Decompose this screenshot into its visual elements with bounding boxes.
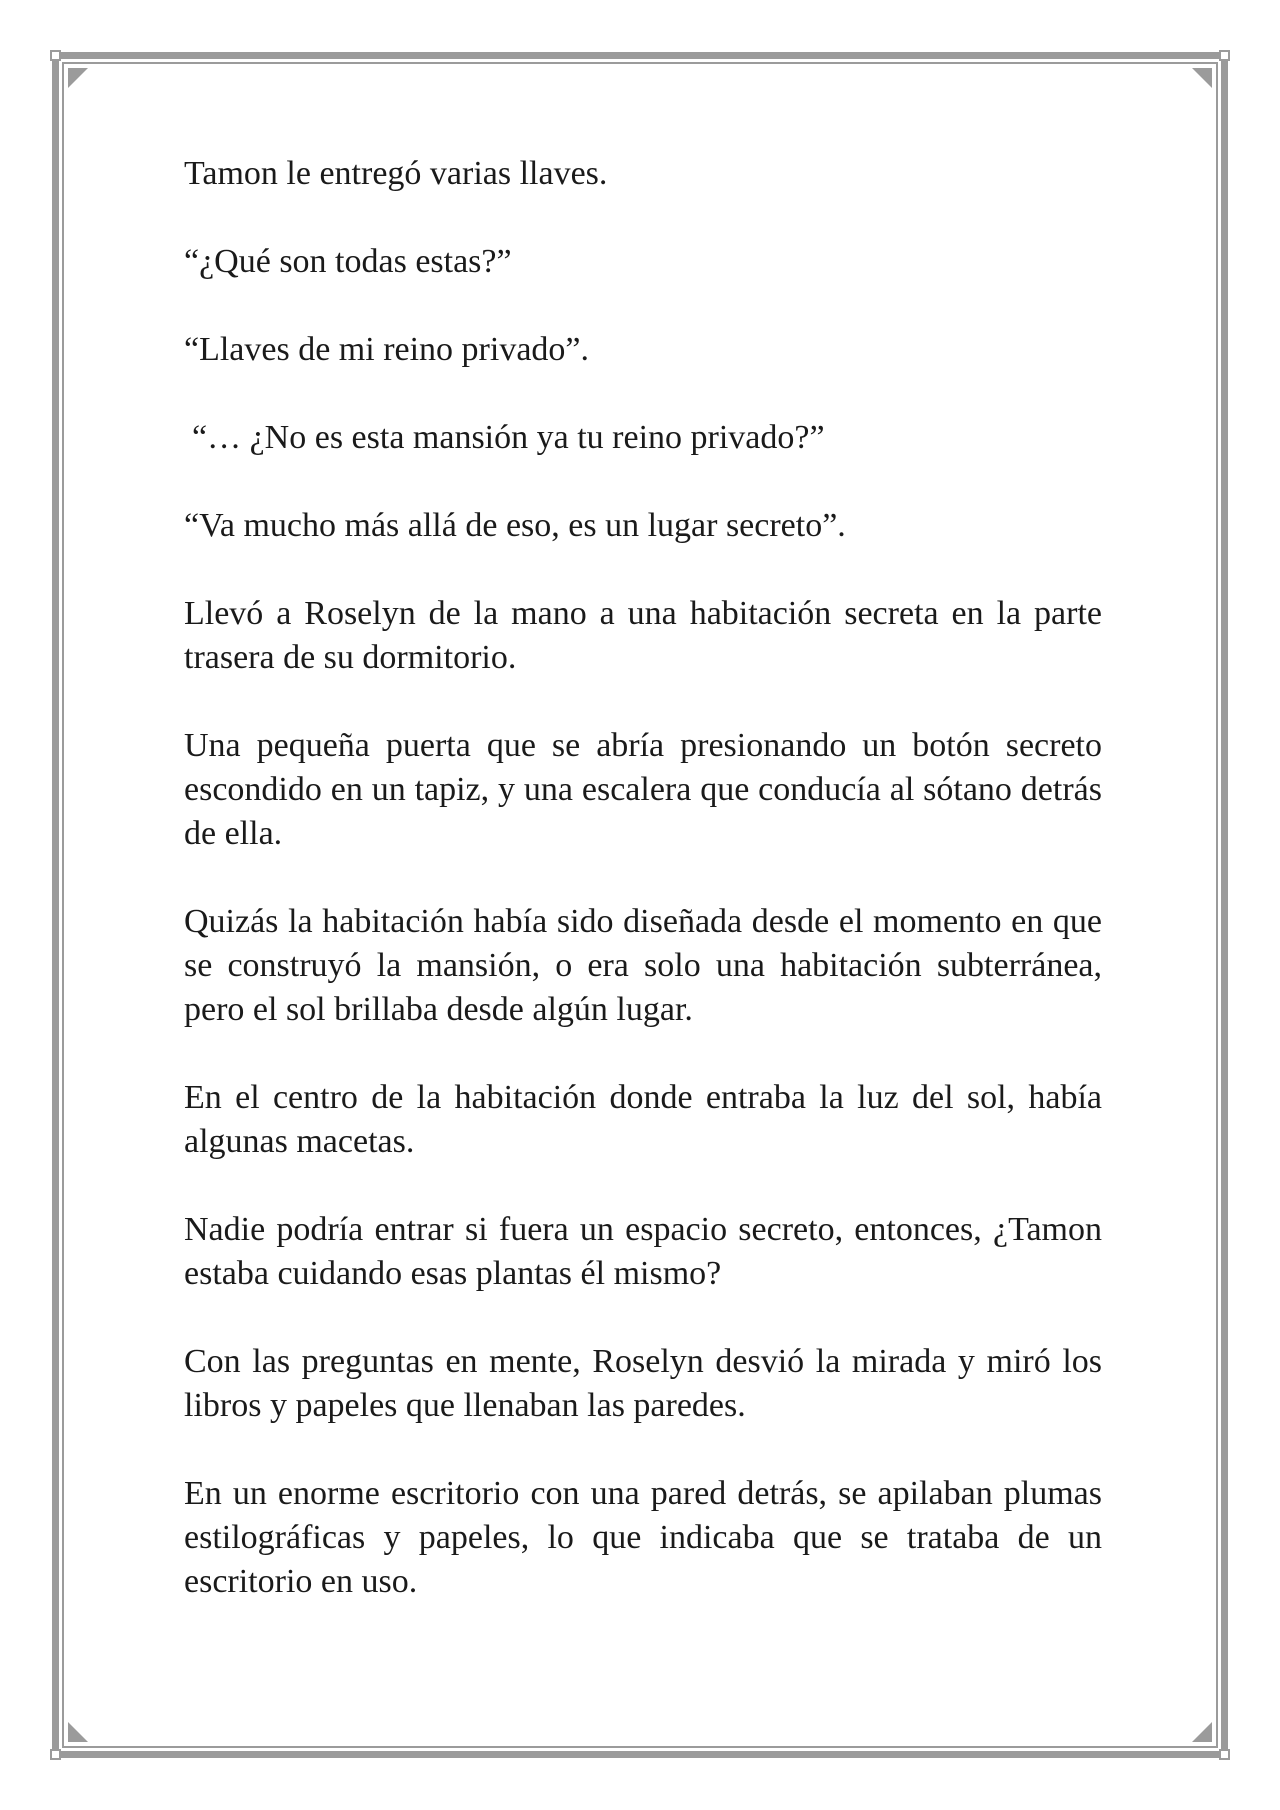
paragraph: “Va mucho más allá de eso, es un lugar secreto”.	[184, 507, 846, 544]
paragraph: Quizás la habitación había sido diseñada desde el momento en que se construyó la mansión, o era solo una habitación subterránea, pero el sol brillaba desde algún lugar.	[184, 903, 1102, 1028]
corner-ornament-bottom-left	[50, 1749, 61, 1760]
paragraph: Con las preguntas en mente, Roselyn desvió la mirada y miró los libros y papeles que llenaban las paredes.	[184, 1343, 1102, 1424]
frame-bottom-outer	[60, 1751, 1220, 1758]
paragraph: Tamon le entregó varias llaves.	[184, 155, 608, 192]
corner-triangle-bottom-left	[68, 1722, 88, 1742]
frame-top-inner	[62, 62, 1218, 64]
frame-top-outer	[60, 52, 1220, 59]
corner-ornament-top-left	[50, 50, 61, 61]
paragraph: “… ¿No es esta mansión ya tu reino privado?”	[192, 419, 825, 456]
paragraph: En el centro de la habitación donde entraba la luz del sol, había algunas macetas.	[184, 1079, 1102, 1160]
document-body	[184, 152, 1102, 1648]
paragraph: En un enorme escritorio con una pared detrás, se apilaban plumas estilográficas y papeles, lo que indicaba que se trataba de un escritorio en uso.	[184, 1475, 1102, 1600]
paragraph: “¿Qué son todas estas?”	[184, 243, 512, 280]
paragraph: “Llaves de mi reino privado”.	[184, 331, 590, 368]
paragraph: Nadie podría entrar si fuera un espacio secreto, entonces, ¿Tamon estaba cuidando esas plantas él mismo?	[184, 1211, 1102, 1292]
corner-ornament-top-right	[1219, 50, 1230, 61]
frame-left-inner	[62, 62, 64, 1748]
corner-triangle-bottom-right	[1192, 1722, 1212, 1742]
frame-right-inner	[1216, 62, 1218, 1748]
paragraph: Una pequeña puerta que se abría presionando un botón secreto escondido en un tapiz, y una escalera que conducía al sótano detrás de ella.	[184, 727, 1102, 852]
frame-right-outer	[1221, 60, 1228, 1750]
corner-triangle-top-left	[68, 68, 88, 88]
frame-left-outer	[52, 60, 59, 1750]
frame-bottom-inner	[62, 1746, 1218, 1748]
corner-triangle-top-right	[1192, 68, 1212, 88]
corner-ornament-bottom-right	[1219, 1749, 1230, 1760]
paragraph: Llevó a Roselyn de la mano a una habitación secreta en la parte trasera de su dormitorio.	[184, 595, 1102, 676]
